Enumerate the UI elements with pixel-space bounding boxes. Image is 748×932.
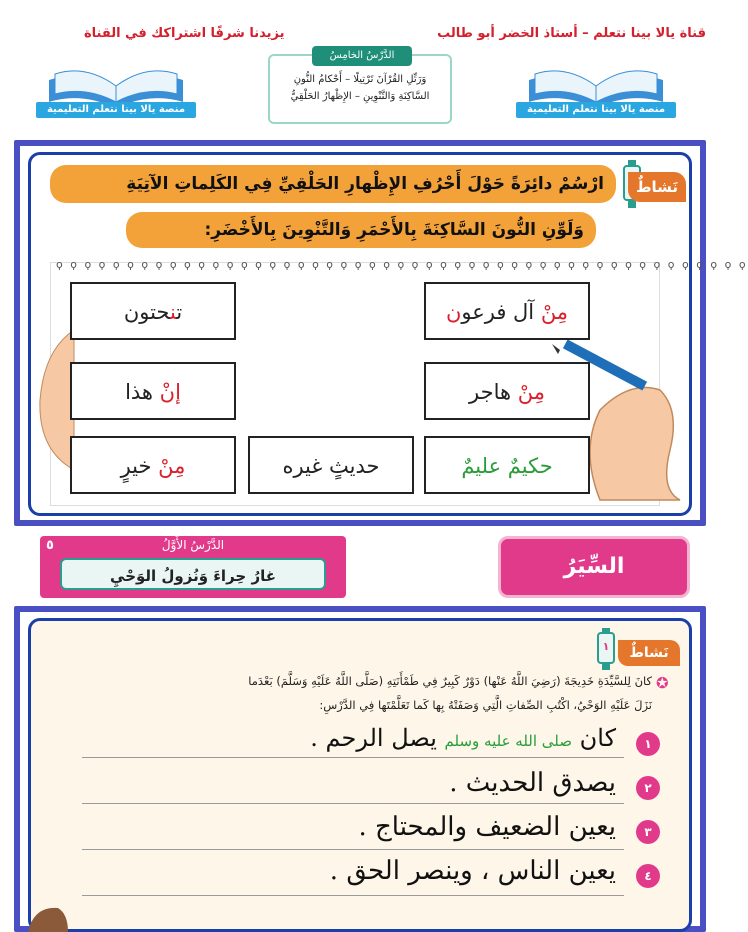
answer-number-3: ٣ (636, 820, 660, 844)
activity2-tag: نَشاطٌ (618, 640, 680, 666)
activity2-tag-number: ١ (602, 640, 610, 653)
character-illustration (28, 902, 68, 932)
answer-line-3 (82, 849, 624, 850)
activity1-instruction-line1: ارْسُمْ دائِرَةً حَوْلَ أَحْرُفِ الإِظْهارِ الحَلْقِيِّ فِي الكَلِماتِ الآتِيَةِ (50, 165, 616, 203)
book-logo-left (36, 50, 196, 122)
lesson-title-tab: الدَّرْسُ الخامِسُ (312, 46, 412, 66)
answer-line-4 (82, 895, 624, 896)
lesson-line-2: السَّاكِنَةِ وَالتَّنْوِينِ – الإِظْهارُ الحَلْقِيُّ (290, 91, 430, 102)
platform-label-right: منصة يالا بينا نتعلم التعليمية (516, 102, 676, 118)
platform-label-left: منصة يالا بينا نتعلم التعليمية (36, 102, 196, 118)
answer-text-2: يصدق الحديث . (449, 768, 616, 798)
middle-lesson-box (40, 536, 346, 598)
lesson-line-1: وَرَتِّلِ القُرْآنَ تَرْتِيلًا – أَحْكامُ النُّونِ (293, 74, 427, 85)
answer-number-4: ٤ (636, 864, 660, 888)
word-box-hakim-alim: حكيمٌ عليمٌ (424, 436, 590, 494)
answer-text-1: كان صلى الله عليه وسلم يصل الرحم . (310, 724, 616, 752)
notebook-spiral: ϙ ϙ ϙ ϙ ϙ ϙ ϙ ϙ ϙ ϙ ϙ ϙ ϙ ϙ ϙ ϙ ϙ ϙ ϙ ϙ ϙ ϙ ϙ ϙ ϙ ϙ ϙ ϙ ϙ ϙ ϙ ϙ ϙ ϙ ϙ ϙ ϙ ϙ ϙ ϙ ϙ ϙ ϙ ϙ ϙ ϙ ϙ ϙ ϙ (56, 258, 748, 271)
left-hand-illustration (34, 330, 74, 470)
answer-number-2: ٢ (636, 776, 660, 800)
word-box-min-khayr: مِنْ خيرٍ (70, 436, 236, 494)
channel-credit: قناة يالا بينا نتعلم – أستاذ الخضر أبو طالب (437, 26, 706, 41)
answer-text-3: يعين الضعيف والمحتاج . (358, 812, 616, 842)
lesson-title-box (268, 50, 452, 124)
word-box-min-hajar: مِنْ هاجر (424, 362, 590, 420)
word-box-hadith-ghayruh: حديثٍ غيره (248, 436, 414, 494)
answer-line-1 (82, 757, 624, 758)
middle-lesson-number: ٥ (46, 538, 54, 553)
middle-lesson-subtitle: غارُ حِراءَ وَنُزولُ الوَحْيِ (60, 558, 326, 590)
answer-number-1: ١ (636, 732, 660, 756)
activity1-instruction-line2: وَلَوِّنِ النُّونَ السَّاكِنَةَ بِالأَحْمَرِ وَالتَّنْوِينَ بِالأَخْضَرِ: (126, 212, 596, 248)
answer-line-2 (82, 803, 624, 804)
section-title: السِّيَرُ (563, 554, 625, 579)
subscribe-text: يزيدنا شرفًا اشتراكك في القناة (84, 26, 285, 41)
word-box-min-aal-firawn: مِنْ آل فرعون (424, 282, 590, 340)
answer-text-4: يعين الناس ، وينصر الحق . (329, 856, 616, 886)
activity1-tag: نَشاطٌ (628, 172, 686, 202)
word-box-in-hatha: إنْ هذا (70, 362, 236, 420)
middle-lesson-title: الدَّرْسُ الأَوَّلُ (161, 538, 225, 552)
word-box-tanhatun: تنحتون (70, 282, 236, 340)
activity2-star-icon: ✪ (656, 674, 669, 692)
activity2-question-line1: كانَ لِلسَّيِّدَةِ خَدِيجَةَ (رَضِيَ اللَّهُ عَنْها) دَوْرٌ كَبِيرٌ فِي طَمْأَنَتِهِ (صَلَّى اللَّهُ عَلَيْهِ وَسَلَّمَ) بَعْدَما (248, 674, 652, 688)
section-title-badge (498, 536, 690, 598)
book-logo-right (516, 50, 676, 122)
activity2-question-line2: نَزَلَ عَلَيْهِ الوَحْيُ، اكْتُبِ الصِّفاتِ الَّتِي وَصَفَتْهُ بِها كَما تَعَلَّمْتَها فِي الدَّرْسِ: (319, 698, 652, 712)
